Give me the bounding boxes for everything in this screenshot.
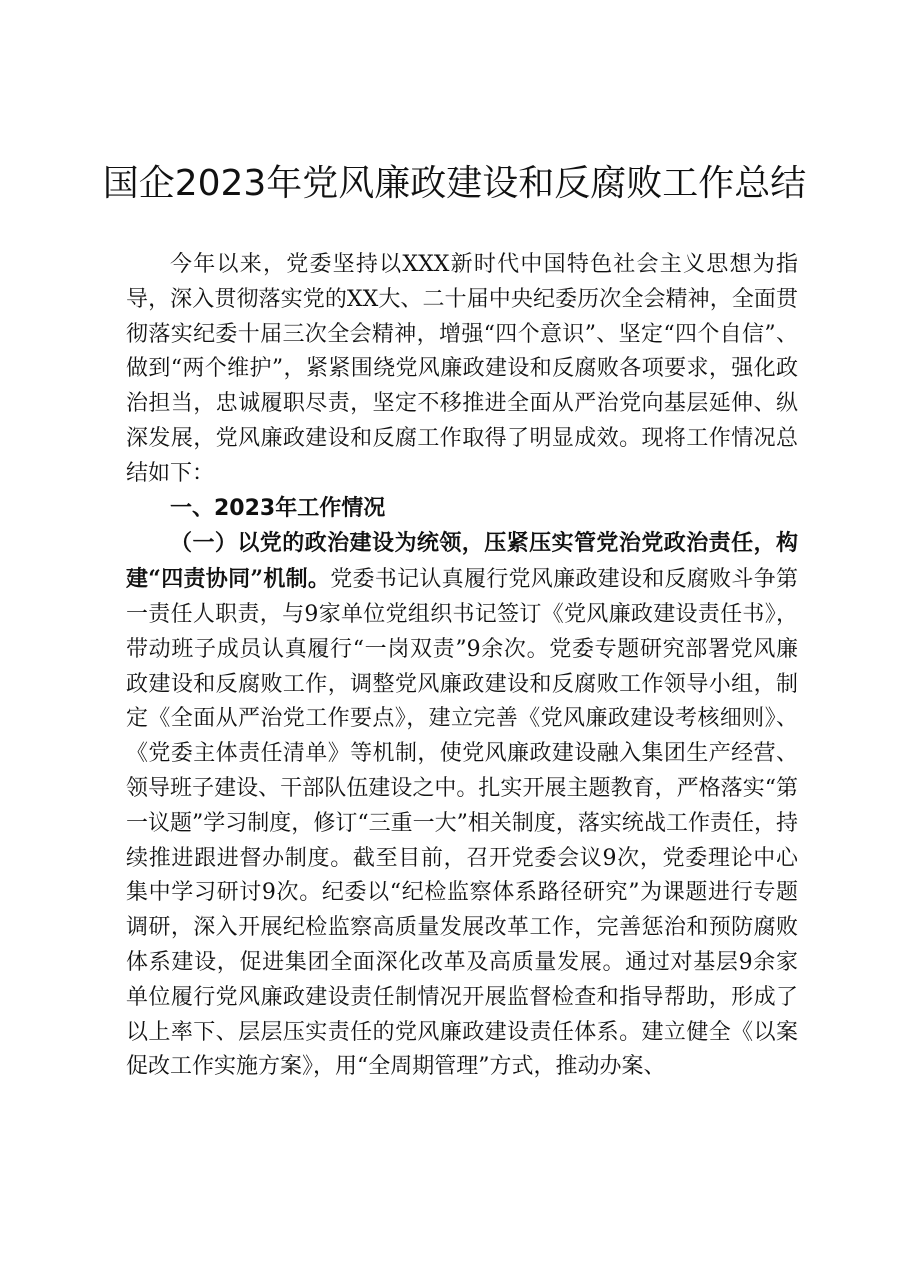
subsection-body-1: 党委书记认真履行党风廉政建设和反腐败斗争第一责任人职责，与9家单位党组织书记签订《党风廉政建设责任书》，带动班子成员认真履行“一岗双责”9余次。党委专题研究部署党风廉政建设和反腐败工作，调整党风廉政建设和反腐败工作领导小组，制定《全面从严治党工作要点》，建立完善《党风廉政建设考核细则》、《党委主体责任清单》等机制，使党风廉政建设融入集团生产经营、领导班子建设、干部队伍建设之中。扎实开展主题教育，严格落实“第一议题”学习制度，修订“三重一大”相关制度，落实统战工作责任，持续推进跟进督办制度。截至目前，召开党委会议9次，党委理论中心集中学习研讨9次。纪委以“纪检监察体系路径研究”为课题进行专题调研，深入开展纪检监察高质量发展改革工作，完善惩治和预防腐败体系建设，促进集团全面深化改革及高质量发展。通过对基层9余家单位履行党风廉政建设责任制情况开展监督检查和指导帮助，形成了以上率下、层层压实责任的党风廉政建设责任体系。建立健全《以案促改工作实施方案》，用“全周期管理”方式，推动办案、 [126, 567, 798, 1080]
document-title: 国企2023年党风廉政建设和反腐败工作总结 [102, 163, 807, 204]
subsection-heading-1: （一）以党的政治建设为统领，压紧压实管党治党政治责任，构建“四责协同”机制。 [126, 530, 798, 593]
document-body [126, 248, 798, 1085]
subsection-paragraph-1 [126, 526, 798, 1085]
intro-paragraph: 今年以来，党委坚持以XXX新时代中国特色社会主义思想为指导，深入贯彻落实党的XX大、二十届中央纪委历次全会精神，全面贯彻落实纪委十届三次全会精神，增强“四个意识”、坚定“四个自信”、做到“两个维护”，紧紧围绕党风廉政建设和反腐败各项要求，强化政治担当，忠诚履职尽责，坚定不移推进全面从严治党向基层延伸、纵深发展，党风廉政建设和反腐工作取得了明显成效。现将工作情况总结如下： [126, 252, 798, 486]
section-heading-1: 一、2023年工作情况 [170, 495, 386, 521]
